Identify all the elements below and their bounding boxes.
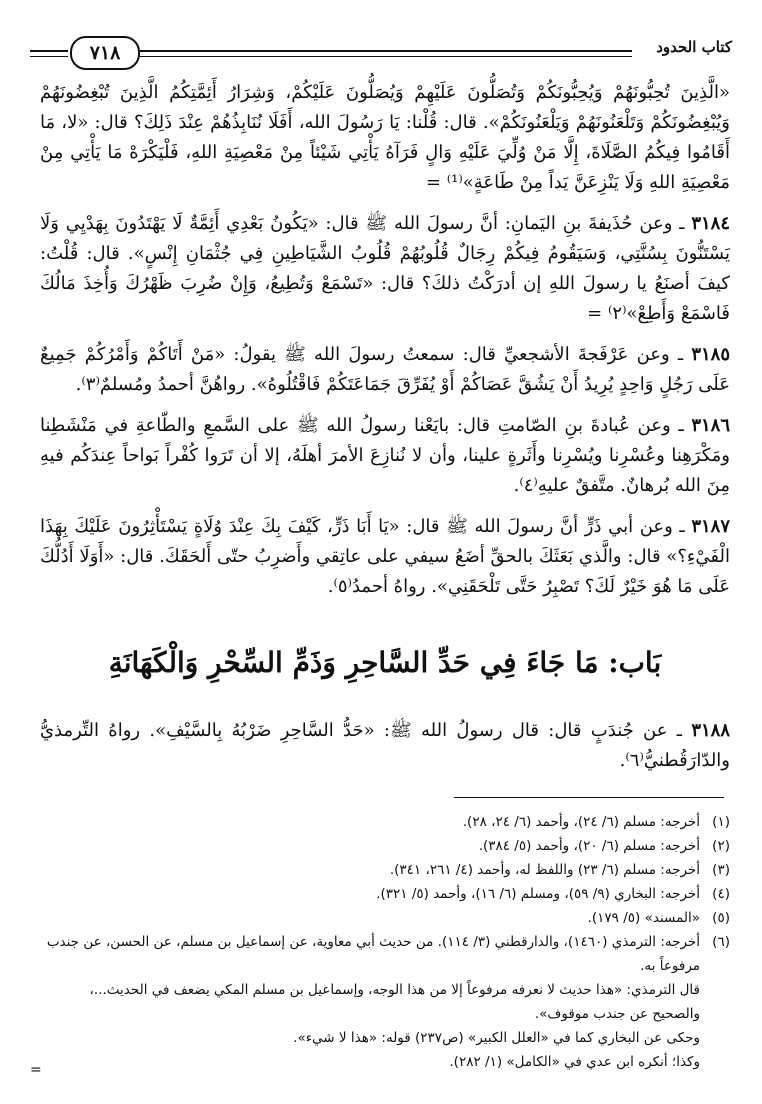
main-text <box>40 78 730 613</box>
book-title: كتاب الحدود <box>656 38 732 56</box>
hadith-3184 <box>40 209 730 329</box>
paragraph-text: ـ عن جُندَبٍ قال: قال رسولُ الله ﷺ: «حَدُّ السَّاحِرِ ضَرْبُهُ بِالسَّيْفِ». رواهُ التِّرمذيُّ والدّارَقُطنيُّ⁽٦⁾. <box>40 720 730 771</box>
footnote-text: أخرجه: البخاري (٩/ ٥٩)، ومسلم (٦/ ١٦)، وأحمد (٥/ ٣٢١). <box>376 886 700 902</box>
footnote <box>40 810 730 834</box>
hadith-continuation <box>40 78 730 198</box>
footnote-number: (١) <box>712 814 730 830</box>
footnote-text: أخرجه: مسلم (٦/ ٢٠)، وأحمد (٥/ ٣٨٤). <box>478 838 700 854</box>
hadith-3187 <box>40 512 730 602</box>
footnote-number: (٦) <box>712 934 730 950</box>
footnote-continuation: وحكى عن البخاري كما في «العلل الكبير» (ص٢٣٧) قوله: «هذا لا شيء». <box>293 1030 700 1046</box>
hadith-number: ٣١٨٤ <box>691 213 730 234</box>
footnote-separator <box>454 797 724 798</box>
footnote <box>40 858 730 882</box>
hadith-number: ٣١٨٦ <box>691 415 730 436</box>
footnote <box>40 834 730 858</box>
footnote-number: (٢) <box>712 838 730 854</box>
continuation-mark: = <box>30 1062 42 1078</box>
footnote-text: أخرجه: الترمذي (١٤٦٠)، والدارقطني (٣/ ١١٤). من حديث أبي معاوية، عن إسماعيل بن مسلم، عن الحسن، عن جندب مرفوعاً به. <box>46 934 700 974</box>
chapter-heading: بَاب: مَا جَاءَ فِي حَدِّ السَّاحِرِ وَذَمِّ السِّحْرِ وَالْكَهَانَةِ <box>108 646 662 679</box>
footnote-continuation: قال الترمذي: «هذا حديث لا نعرفه مرفوعاً إلا من هذا الوجه، وإسماعيل بن مسلم المكي يضعف في الحديث...، والصحيح عن جندب موقوف». <box>89 982 700 1022</box>
hadith-3188 <box>40 716 730 776</box>
footnote-number: (٤) <box>712 886 730 902</box>
footnote <box>40 906 730 930</box>
hadith-number: ٣١٨٧ <box>691 516 730 537</box>
paragraph-text: ـ وعن عُبادةَ بنِ الصّامتِ قال: بايَعْنا رسولُ الله ﷺ على السَّمعِ والطّاعةِ في مَنْشَطِنا ومَكْرَهِنا وعُسْرِنا ويُسْرِنا وأَثَرةٍ علينا، وأن لا نُنازِعَ الأمرَ أهلَهُ، إلا أن تَرَوا كُفْراً بَواحاً عِندَكُم فيهِ مِنَ الله بُرهانٌ. متَّفقٌ عليهِ⁽٤⁾. <box>40 415 730 496</box>
page-number: ٧١٨ <box>70 36 140 70</box>
header-rule-thin <box>140 56 632 57</box>
footnote <box>40 882 730 906</box>
hadith-3186 <box>40 411 730 501</box>
paragraph-text: ـ وعن حُذَيفةَ بنِ اليَمانِ: أنَّ رسولَ الله ﷺ قال: «يَكُونُ بَعْدِي أَئِمَّةٌ لَا يَهْتَدُونَ بِهَدْيِي وَلَا يَسْتَنُّونَ بِسُنَّتِي، وَسَيَقُومُ فِيكُمْ رِجَالٌ قُلُوبُهُمْ قُلُوبُ الشَّيَاطِينِ فِي جُثْمَانِ إِنْسٍ». قال: قُلْتُ: كيفَ أصنَعُ يا رسولَ اللهِ إن أدرَكْتُ ذلكَ؟ قال: «تَسْمَعْ وَتُطِيعُ، وَإِنْ ضُرِبَ ظَهْرُكَ وَأُخِذَ مَالُكَ فَاسْمَعْ وَأَطِعْ»⁽٢⁾ = <box>40 213 730 324</box>
footnotes <box>40 810 730 1074</box>
hadith-3185 <box>40 340 730 400</box>
footnote <box>40 930 730 978</box>
page-header <box>30 38 732 78</box>
header-rule <box>140 50 632 52</box>
footnote-text: أخرجه: مسلم (٦/ ٢٤)، وأحمد (٦/ ٢٤، ٢٨). <box>462 814 700 830</box>
header-rule-left-thin <box>30 56 68 57</box>
chapter-body <box>40 716 730 787</box>
footnote-text: أخرجه: مسلم (٦/ ٢٣) واللفظ له، وأحمد (٤/ ٢٦١، ٣٤١). <box>389 862 700 878</box>
header-rule-left <box>30 50 68 52</box>
paragraph-text: «الَّذِينَ تُحِبُّونَهُمْ وَيُحِبُّونَكُمْ وَتُصَلُّونَ عَلَيْهِمْ وَيُصَلُّونَ عَلَيْكُمْ، وَشِرَارُ أَئِمَّتِكُمُ الَّذِينَ تُبْغِضُونَهُمْ وَيُبْغِضُونَكُمْ وَتَلْعَنُونَهُمْ وَيَلْعَنُونَكُمْ». قال: قُلْنا: يَا رَسُولَ الله، أَفَلَا نُنَابِذُهُمْ عِنْدَ ذَلِكَ؟ قال: «لا، مَا أَقَامُوا فِيكُمُ الصَّلَاةَ، إِلَّا مَنْ وُلِّيَ عَلَيْهِ وَالٍ فَرَآهُ يَأْتِي شَيْئاً مِنْ مَعْصِيَةِ اللهِ، فَلْيَكْرَهْ مَا يَأْتِي مِنْ مَعْصِيَةِ اللهِ وَلَا يَنْزِعَنَّ يَداً مِنْ طَاعَةٍ»⁽¹⁾ = <box>40 82 730 193</box>
hadith-number: ٣١٨٥ <box>691 344 730 365</box>
hadith-number: ٣١٨٨ <box>691 720 730 741</box>
paragraph-text: ـ وعن عَرْفَجةَ الأشجعيِّ قال: سمعتُ رسولَ الله ﷺ يقولُ: «مَنْ أَتَاكُمْ وَأَمْرُكُمْ جَمِيعٌ عَلَى رَجُلٍ وَاحِدٍ يُرِيدُ أَنْ يَشُقَّ عَصَاكُمْ أَوْ يُفَرِّقَ جَمَاعَتَكُمْ فَاقْتُلُوهُ». رواهُنَّ أحمدُ ومُسلمٌ⁽٣⁾. <box>40 344 730 395</box>
footnote-number: (٥) <box>712 910 730 926</box>
footnote-continuation: وكذا؛ أنكره ابن عدي في «الكامل» (١/ ٢٨٢). <box>449 1054 700 1070</box>
paragraph-text: ـ وعن أبي ذَرٍّ أنَّ رسولَ الله ﷺ قال: «يَا أَبَا ذَرٍّ، كَيْفَ بِكَ عِنْدَ وُلَاةٍ يَسْتَأْثِرُونَ عَلَيْكَ بِهَذَا الْفَيْءِ؟» قال: والَّذي بَعَثَكَ بالحقِّ أضَعُ سيفي على عاتِقي وأَضرِبُ حتّى أَلحَقَكَ. قال: «أَوَلَا أَدُلُّكَ عَلَى مَا هُوَ خَيْرٌ لَكَ؟ تَصْبِرُ حَتَّى تَلْحَقَنِي». رواهُ أحمدُ⁽٥⁾. <box>40 516 730 597</box>
footnote-number: (٣) <box>712 862 730 878</box>
footnote-text: «المسند» (٥/ ١٧٩). <box>587 910 700 926</box>
